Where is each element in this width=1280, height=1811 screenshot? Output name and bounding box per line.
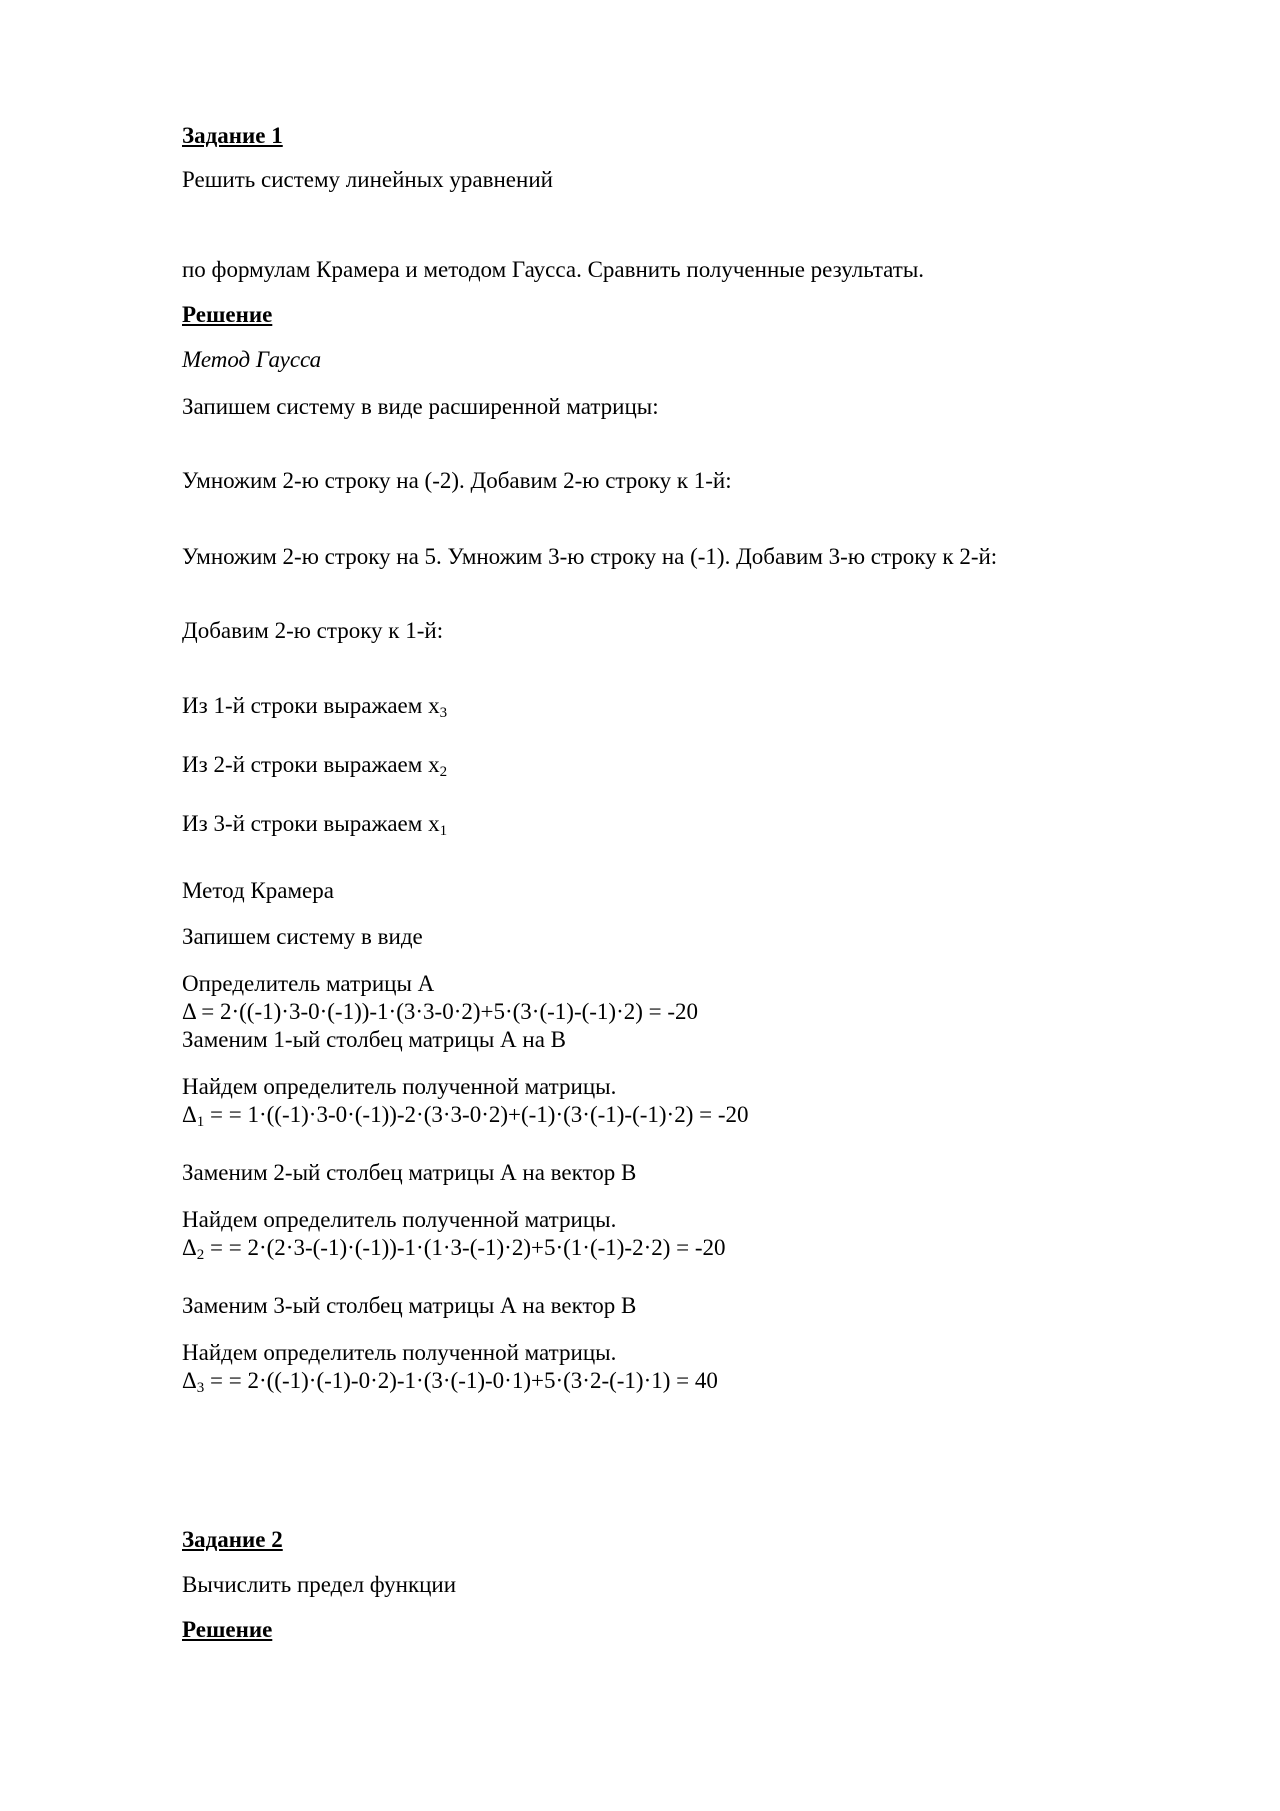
gauss-step-1: Умножим 2-ю строку на (-2). Добавим 2-ю строку к 1-й: xyxy=(182,468,732,493)
cramer-replace-1: Заменим 1-ый столбец матрицы А на B xyxy=(182,1027,567,1052)
cramer-write: Запишем систему в виде xyxy=(182,924,423,949)
task2-heading: Задание 2 xyxy=(182,1527,283,1552)
cramer-delta-3 xyxy=(182,1367,718,1395)
cramer-replace-3: Заменим 3-ый столбец матрицы А на вектор B xyxy=(182,1293,637,1318)
express-subscript: 2 xyxy=(439,764,448,780)
delta-symbol: Δ xyxy=(182,1102,197,1127)
gauss-express-x3 xyxy=(182,692,447,720)
gauss-step-2: Умножим 2-ю строку на 5. Умножим 3-ю строку на (-1). Добавим 3-ю строку к 2-й: xyxy=(182,544,998,569)
task1-statement: Решить систему линейных уравнений xyxy=(182,167,553,192)
task2-solution-heading: Решение xyxy=(182,1617,273,1642)
express-text: Из 2-й строки выражаем x xyxy=(182,752,440,777)
delta-formula: = = 2·((-1)·(-1)-0·2)-1·(3·(-1)-0·1)+5·(3·2-(-1)·1) = 40 xyxy=(204,1368,718,1393)
delta-subscript: 2 xyxy=(196,1247,205,1263)
cramer-method-title: Метод Крамера xyxy=(182,878,334,903)
gauss-step-write: Запишем систему в виде расширенной матрицы: xyxy=(182,394,659,419)
express-subscript: 3 xyxy=(439,705,448,721)
gauss-express-x1 xyxy=(182,810,447,838)
task1-heading: Задание 1 xyxy=(182,123,283,148)
delta-formula: = = 2·(2·3-(-1)·(-1))-1·(1·3-(-1)·2)+5·(1·(-1)-2·2) = -20 xyxy=(204,1235,726,1260)
delta-subscript: 3 xyxy=(196,1380,205,1396)
cramer-det-formula: Δ = 2·((-1)·3-0·(-1))-1·(3·3-0·2)+5·(3·(-1)-(-1)·2) = -20 xyxy=(182,999,699,1024)
task1-solution-heading: Решение xyxy=(182,302,273,327)
express-text: Из 3-й строки выражаем x xyxy=(182,811,440,836)
cramer-det-label: Определитель матрицы А xyxy=(182,971,435,996)
cramer-delta-2 xyxy=(182,1234,726,1262)
gauss-method-title: Метод Гаусса xyxy=(182,347,322,372)
delta-subscript: 1 xyxy=(196,1114,205,1130)
cramer-replace-2: Заменим 2-ый столбец матрицы А на вектор B xyxy=(182,1160,637,1185)
cramer-find-1: Найдем определитель полученной матрицы. xyxy=(182,1074,617,1099)
delta-formula: = = 1·((-1)·3-0·(-1))-2·(3·3-0·2)+(-1)·(3·(-1)-(-1)·2) = -20 xyxy=(204,1102,749,1127)
cramer-delta-1 xyxy=(182,1101,749,1129)
gauss-step-3: Добавим 2-ю строку к 1-й: xyxy=(182,618,444,643)
delta-symbol: Δ xyxy=(182,1368,197,1393)
cramer-find-2: Найдем определитель полученной матрицы. xyxy=(182,1207,617,1232)
task1-statement-cont: по формулам Крамера и методом Гаусса. Сравнить полученные результаты. xyxy=(182,257,925,282)
task2-statement: Вычислить предел функции xyxy=(182,1572,457,1597)
delta-symbol: Δ xyxy=(182,1235,197,1260)
express-subscript: 1 xyxy=(439,823,448,839)
gauss-express-x2 xyxy=(182,751,447,779)
express-text: Из 1-й строки выражаем x xyxy=(182,693,440,718)
cramer-find-3: Найдем определитель полученной матрицы. xyxy=(182,1340,617,1365)
